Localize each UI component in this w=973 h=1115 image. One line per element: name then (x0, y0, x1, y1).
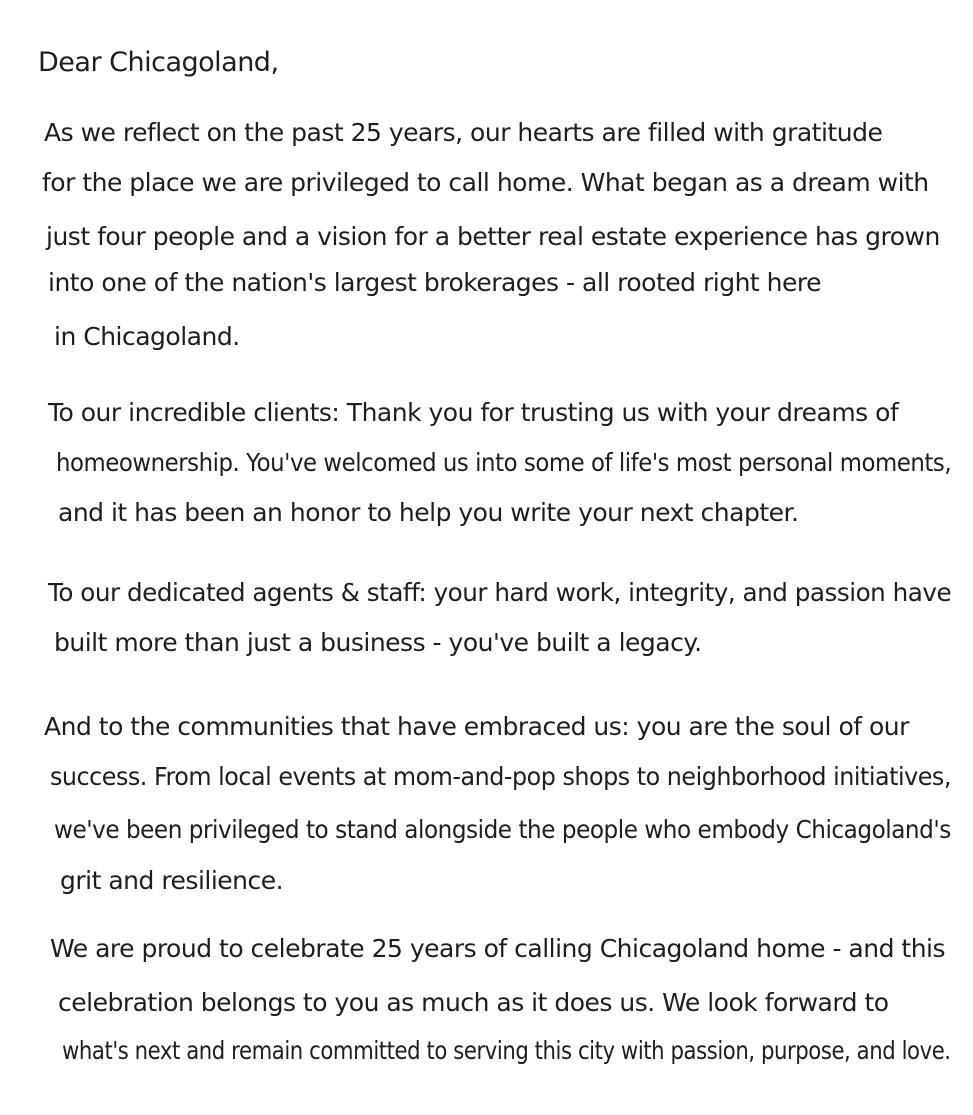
letter-line: built more than just a business - you've built a legacy. (54, 628, 702, 657)
letter-line: we've been privileged to stand alongside the people who embody Chicagoland's (54, 815, 951, 844)
letter-line: grit and resilience. (60, 866, 284, 895)
letter-line: To our dedicated agents & staff: your hard work, integrity, and passion have (48, 578, 952, 607)
letter-line: into one of the nation's largest brokerages - all rooted right here (48, 268, 821, 297)
letter-line: celebration belongs to you as much as it does us. We look forward to (58, 988, 889, 1017)
letter-greeting: Dear Chicagoland, (38, 47, 279, 78)
letter-line: success. From local events at mom-and-pop shops to neighborhood initiatives, (50, 762, 951, 791)
letter-line: what's next and remain committed to serving this city with passion, purpose, and love. (62, 1036, 951, 1065)
letter-line: We are proud to celebrate 25 years of calling Chicagoland home - and this (50, 934, 946, 963)
letter-line: And to the communities that have embraced us: you are the soul of our (44, 712, 909, 741)
letter-line: As we reflect on the past 25 years, our hearts are filled with gratitude (44, 118, 883, 147)
letter-line: in Chicagoland. (54, 322, 240, 351)
letter-line: To our incredible clients: Thank you for trusting us with your dreams of (48, 398, 899, 427)
letter-line: homeownership. You've welcomed us into some of life's most personal moments, (56, 448, 952, 477)
letter-line: for the place we are privileged to call home. What began as a dream with (42, 168, 929, 197)
letter-line: just four people and a vision for a better real estate experience has grown (46, 222, 940, 251)
letter-line: and it has been an honor to help you write your next chapter. (58, 498, 799, 527)
